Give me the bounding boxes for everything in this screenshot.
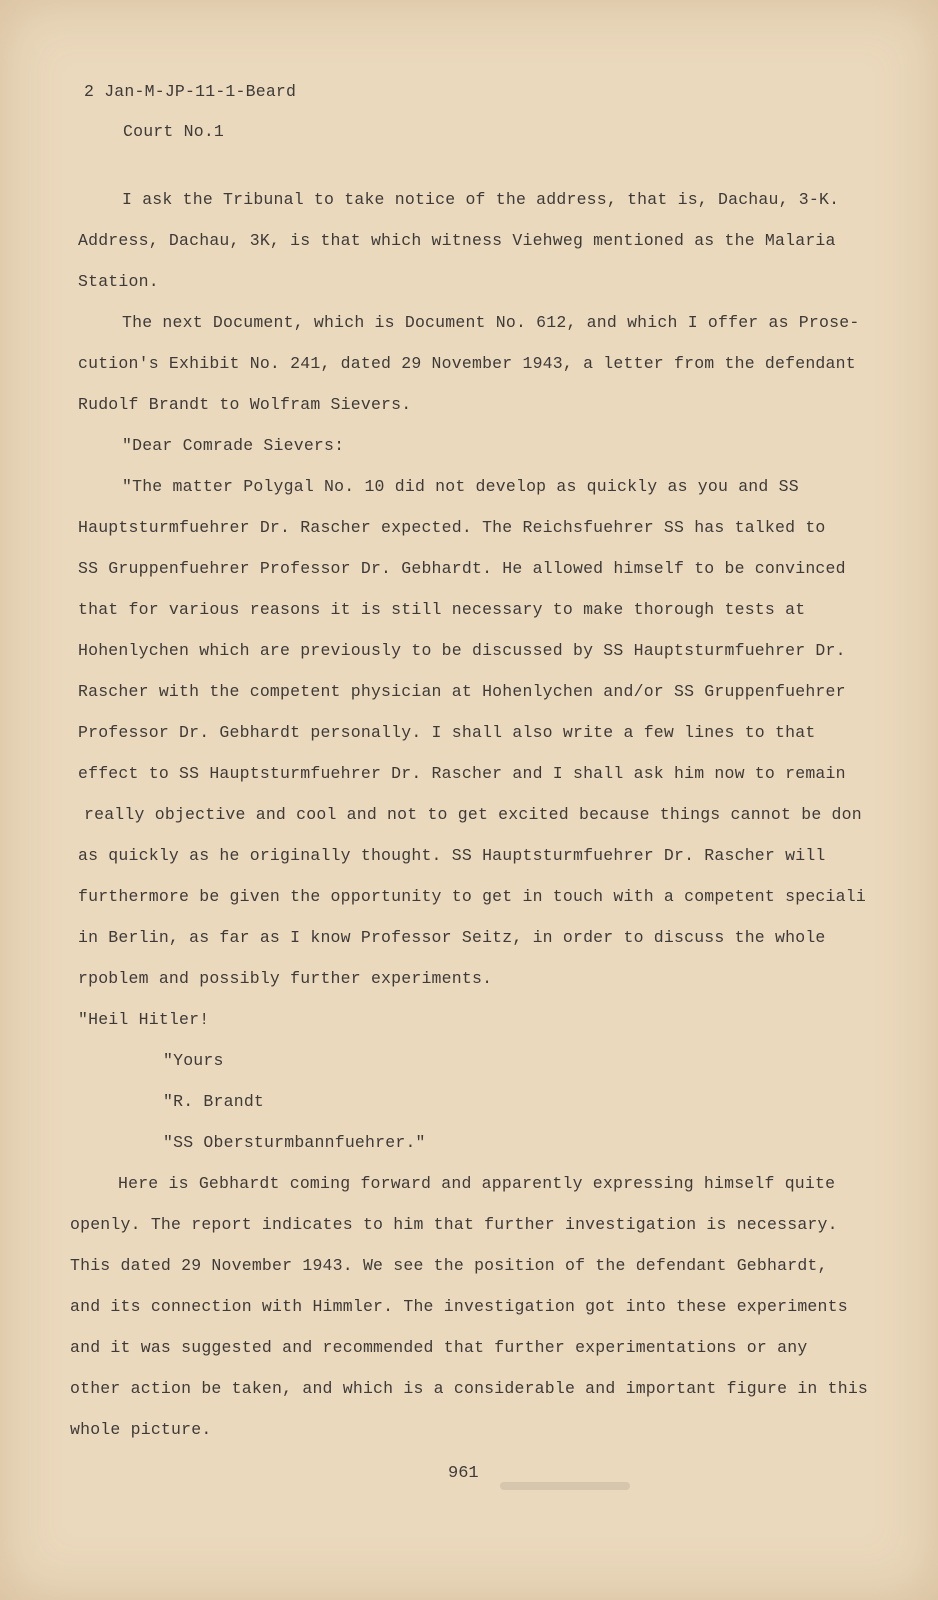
- body-line: "SS Obersturmbannfuehrer.": [163, 1133, 426, 1152]
- body-line: Hauptsturmfuehrer Dr. Rascher expected. The Reichsfuehrer SS has talked to: [78, 518, 826, 537]
- body-line: that for various reasons it is still necessary to make thorough tests at: [78, 600, 806, 619]
- body-line: This dated 29 November 1943. We see the position of the defendant Gebhardt,: [70, 1256, 828, 1275]
- body-line: in Berlin, as far as I know Professor Seitz, in order to discuss the whole: [78, 928, 826, 947]
- body-line: openly. The report indicates to him that further investigation is necessary.: [70, 1215, 838, 1234]
- ink-smudge: [500, 1482, 630, 1490]
- body-line: "Yours: [163, 1051, 224, 1070]
- body-line: I ask the Tribunal to take notice of the address, that is, Dachau, 3-K.: [122, 190, 840, 209]
- body-line: SS Gruppenfuehrer Professor Dr. Gebhardt. He allowed himself to be convinced: [78, 559, 846, 578]
- body-line: Rascher with the competent physician at Hohenlychen and/or SS Gruppenfuehrer: [78, 682, 846, 701]
- body-line: effect to SS Hauptsturmfuehrer Dr. Rascher and I shall ask him now to remain: [78, 764, 846, 783]
- body-line: "R. Brandt: [163, 1092, 265, 1111]
- body-line: whole picture.: [70, 1420, 212, 1439]
- body-line: "The matter Polygal No. 10 did not develop as quickly as you and SS: [122, 477, 799, 496]
- body-line: rpoblem and possibly further experiments.: [78, 969, 493, 988]
- court-label: Court No.1: [123, 122, 225, 141]
- body-line: as quickly as he originally thought. SS Hauptsturmfuehrer Dr. Rascher will: [78, 846, 826, 865]
- document-reference: 2 Jan-M-JP-11-1-Beard: [84, 82, 297, 101]
- body-line: "Dear Comrade Sievers:: [122, 436, 345, 455]
- body-line: Address, Dachau, 3K, is that which witness Viehweg mentioned as the Malaria: [78, 231, 836, 250]
- body-line: Rudolf Brandt to Wolfram Sievers.: [78, 395, 412, 414]
- body-line: cution's Exhibit No. 241, dated 29 November 1943, a letter from the defendant: [78, 354, 856, 373]
- body-line: Station.: [78, 272, 159, 291]
- body-line: really objective and cool and not to get excited because things cannot be don: [84, 805, 862, 824]
- body-line: other action be taken, and which is a considerable and important figure in this: [70, 1379, 869, 1398]
- body-line: and it was suggested and recommended that further experimentations or any: [70, 1338, 808, 1357]
- body-line: The next Document, which is Document No. 612, and which I offer as Prose-: [122, 313, 860, 332]
- body-line: Here is Gebhardt coming forward and apparently expressing himself quite: [118, 1174, 836, 1193]
- body-line: "Heil Hitler!: [78, 1010, 210, 1029]
- body-line: Hohenlychen which are previously to be discussed by SS Hauptsturmfuehrer Dr.: [78, 641, 846, 660]
- page-number: 961: [448, 1464, 479, 1483]
- body-line: and its connection with Himmler. The investigation got into these experiments: [70, 1297, 848, 1316]
- body-line: Professor Dr. Gebhardt personally. I shall also write a few lines to that: [78, 723, 816, 742]
- body-line: furthermore be given the opportunity to get in touch with a competent speciali: [78, 887, 866, 906]
